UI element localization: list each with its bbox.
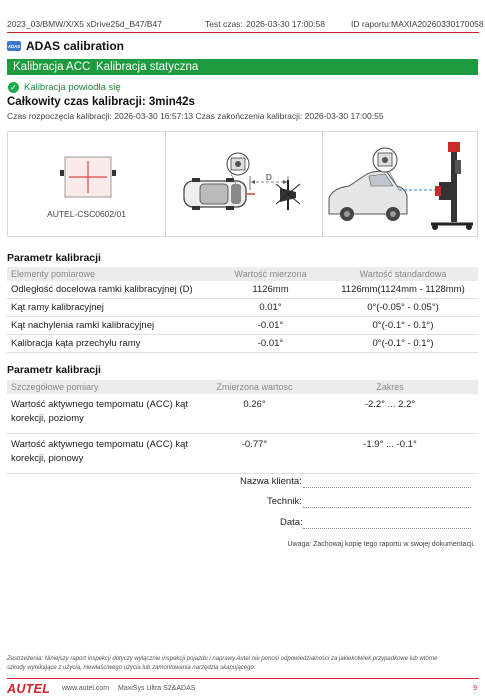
page-number: 9 bbox=[473, 685, 477, 692]
measurement-name: Kąt nachylenia ramki kalibracyjnej bbox=[7, 317, 213, 335]
client-name-label: Nazwa klienta: bbox=[240, 476, 302, 487]
table-header-row bbox=[7, 380, 478, 394]
total-calibration-time: Całkowity czas kalibracji: 3min42s bbox=[7, 96, 195, 108]
autel-logo: AUTEL bbox=[7, 682, 51, 696]
table-row bbox=[7, 299, 478, 317]
keep-copy-note: Uwaga: Zachowaj kopię tego raportu w swojej dokumentacji. bbox=[287, 541, 475, 548]
distance-label: D bbox=[266, 173, 272, 182]
calibration-params-table bbox=[7, 267, 478, 353]
figure-divider bbox=[322, 132, 323, 236]
section-title-calibration-params: Parametr kalibracji bbox=[7, 252, 101, 264]
section-title-detailed-measurements: Parametr kalibracji bbox=[7, 364, 101, 376]
disclaimer-text: Zastrzeżenia: Niniejszy raport inspekcji dotyczy wyłącznie inspekcji pojazdu i naprawy.Autel nie ponosi odpowiedzialności za jakiekolwiek przypadkowe lub wtórne szkody wynikające z użycia, niewłaściwego użycia lub zamontowania narzędzia skanującego. bbox=[7, 656, 438, 671]
table-row bbox=[7, 394, 478, 434]
measurement-name: Odległość docelowa ramki kalibracyjnej (D) bbox=[7, 281, 213, 299]
detailed-measurements-table bbox=[7, 380, 478, 474]
column-header: Wartość mierzona bbox=[213, 267, 328, 281]
technician-field[interactable] bbox=[303, 507, 471, 508]
standard-value: 0°(-0.1° - 0.1°) bbox=[328, 317, 478, 335]
footer-url-link[interactable]: www.autel.com bbox=[62, 685, 110, 692]
technician-label: Technik: bbox=[267, 496, 302, 507]
calibration-type-acc: Kalibracja ACC bbox=[13, 61, 91, 73]
success-text: Kalibracja powiodła się bbox=[24, 82, 121, 93]
adas-logo-icon: ADAS bbox=[7, 41, 21, 51]
test-time-label: Test czas: bbox=[205, 19, 243, 29]
calibration-target-icon bbox=[60, 154, 116, 200]
top-view-setup-icon bbox=[170, 150, 318, 222]
standard-value: 0°(-0.05° - 0.05°) bbox=[328, 299, 478, 317]
client-name-field[interactable] bbox=[303, 487, 471, 488]
header-divider bbox=[7, 32, 479, 33]
table-row bbox=[7, 281, 478, 299]
column-header: Wartość standardowa bbox=[328, 267, 478, 281]
measurement-name: Kalibracja kąta przechyłu ramy bbox=[7, 335, 213, 353]
calibration-start-end-times: Czas rozpoczęcia kalibracji: 2026-03-30 16:57:13 Czas zakończenia kalibracji: 2026-03-30 17:00:55 bbox=[7, 111, 384, 121]
column-header: Elementy pomiarowe bbox=[7, 267, 213, 281]
side-view-setup-icon bbox=[327, 140, 477, 234]
table-header-row bbox=[7, 267, 478, 281]
date-field[interactable] bbox=[303, 528, 471, 529]
measurement-name: Wartość aktywnego tempomatu (ACC) kąt korekcji, poziomy bbox=[7, 394, 207, 434]
test-time-value: 2026-03-30 17:00:58 bbox=[246, 19, 325, 29]
calibration-status bbox=[8, 82, 121, 93]
check-circle-icon: ✓ bbox=[8, 82, 19, 93]
measured-value: -0.01° bbox=[213, 335, 328, 353]
calibration-type-static: Kalibracja statyczna bbox=[96, 61, 199, 73]
figure-divider bbox=[165, 132, 166, 236]
page-title: ADAS calibration bbox=[26, 39, 125, 53]
column-header: Szczegółowe pomiary bbox=[7, 380, 207, 394]
standard-value: 0°(-0.1° - 0.1°) bbox=[328, 335, 478, 353]
measured-value: 1126mm bbox=[213, 281, 328, 299]
standard-value: 1126mm(1124mm - 1128mm) bbox=[328, 281, 478, 299]
report-id-label: ID raportu: bbox=[351, 19, 392, 29]
measurement-name: Wartość aktywnego tempomatu (ACC) kąt korekcji, pionowy bbox=[7, 434, 207, 474]
range-value: -2.2° ... 2.2° bbox=[302, 394, 478, 434]
calibration-type-bar bbox=[7, 59, 478, 75]
measured-value: -0.01° bbox=[213, 317, 328, 335]
range-value: -1.9° ... -0.1° bbox=[302, 434, 478, 474]
column-header: Zakres bbox=[302, 380, 478, 394]
date-label: Data: bbox=[280, 517, 303, 528]
measured-value: 0.01° bbox=[213, 299, 328, 317]
table-row bbox=[7, 317, 478, 335]
vehicle-info: 2023_03/BMW/X/X5 xDrive25d_B47/B47 bbox=[7, 19, 162, 29]
page-title-row bbox=[7, 39, 124, 53]
footer-divider bbox=[7, 678, 479, 679]
table-row bbox=[7, 335, 478, 353]
calibration-setup-figure bbox=[7, 131, 478, 237]
measurement-name: Kąt ramy kalibracyjnej bbox=[7, 299, 213, 317]
column-header: Zmierzona wartosc bbox=[207, 380, 302, 394]
measured-value: 0.26° bbox=[207, 394, 302, 434]
report-id-value: MAXIA20260330170058 bbox=[391, 19, 484, 29]
table-row bbox=[7, 434, 478, 474]
target-model-caption: AUTEL-CSC0602/01 bbox=[47, 209, 126, 219]
footer-product-name: MaxiSys Ultra S2&ADAS bbox=[118, 685, 196, 692]
report-header bbox=[0, 0, 485, 34]
measured-value: -0.77° bbox=[207, 434, 302, 474]
